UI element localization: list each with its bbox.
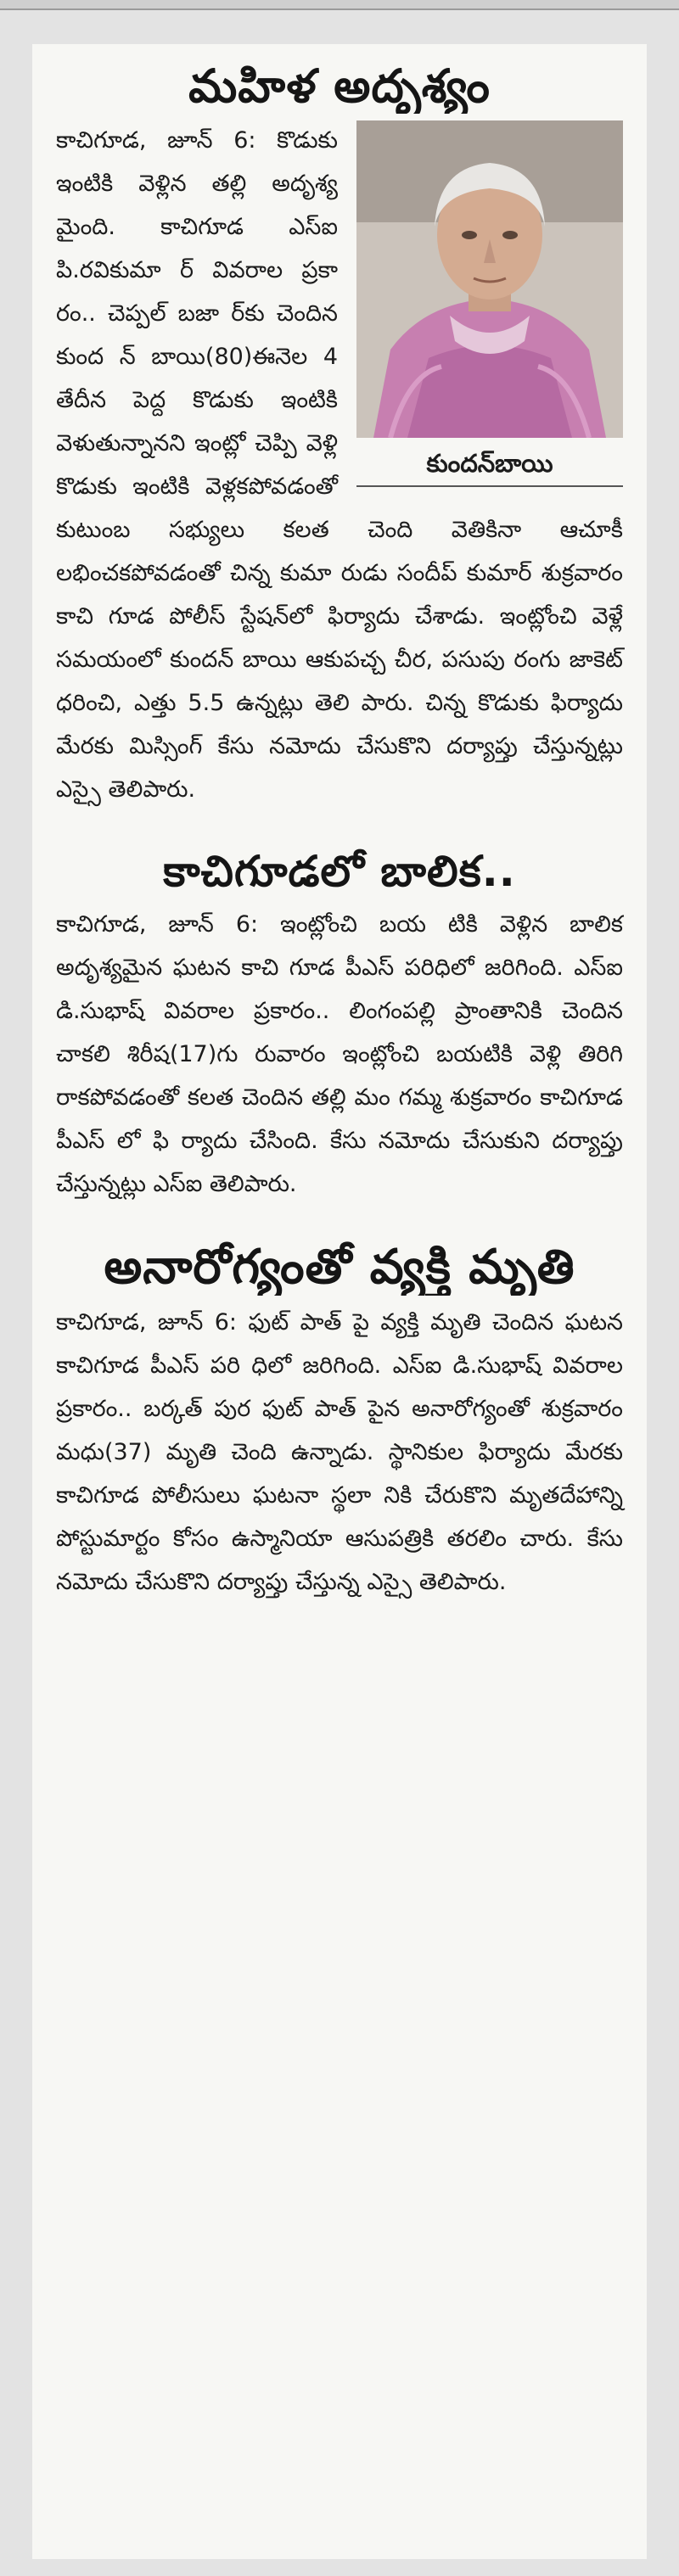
top-rule bbox=[0, 0, 679, 10]
headline-man-death: అనారోగ్యంతో వ్యక్తి మృతి bbox=[104, 1240, 575, 1295]
story-body-man-death: కాచిగూడ, జూన్ 6: ఫుట్ పాత్ పై వ్యక్తి మృతి చెందిన ఘటన కాచిగూడ పీఎస్ పరి ధిలో జరిగింది. ఎస్ఐ డి.సుభాష్ వివరాల ప్రకారం.. బర్కత్ పుర ఫుట్ పాత్ పైన అనారోగ్యంతో శుక్రవారం మధు(37) మృతి చెంది ఉన్నాడు. స్థానికుల ఫిర్యాదు మేరకు కాచిగూడ పోలీసులు ఘటనా స్థలా నికి చేరుకొని మృతదేహాన్ని పోస్టుమార్టం కోసం ఉస్మానియా ఆసుపత్రికి తరలిం చారు. కేసు నమోదు చేసుకొని దర్యాప్తు చేస్తున్న ఎస్సై తెలిపారు. bbox=[56, 1309, 623, 1595]
story-man-death bbox=[32, 1296, 647, 1604]
photo-caption: కుందన్‌బాయి bbox=[356, 438, 623, 487]
photo-block bbox=[356, 120, 623, 487]
story-body-girl-missing: కాచిగూడ, జూన్ 6: ఇంట్లోంచి బయ టికి వెళ్లిన బాలిక అదృశ్యమైన ఘటన కాచి గూడ పీఎస్ పరిధిలో జరిగింది. ఎస్ఐ డి.సుభాష్ వివరాల ప్రకారం.. లింగంపల్లి ప్రాంతానికి చెందిన చాకలి శిరీష(17)గు రువారం ఇంట్లోంచి బయటికి వెళ్లి తిరిగి రాకపోవడంతో కలత చెందిన తల్లి మం గమ్మ శుక్రవారం కాచిగూడ పీఎస్ లో ఫి ర్యాదు చేసింది. కేసు నమోదు చేసుకుని దర్యాప్తు చేస్తున్నట్లు ఎస్ఐ తెలిపారు. bbox=[56, 911, 623, 1197]
headline-woman-missing: మహిళ అదృశ్యం bbox=[188, 59, 491, 113]
story-girl-missing bbox=[32, 898, 647, 1206]
story-woman-missing bbox=[32, 114, 647, 811]
headline-girl-missing: కాచిగూడలో బాలిక.. bbox=[163, 847, 516, 896]
portrait-illustration bbox=[356, 120, 623, 438]
newspaper-clipping bbox=[32, 44, 647, 2559]
story-body-woman-missing: కాచిగూడ, జూన్ 6: కొడుకు ఇంటికి వెళ్లిన తల్లి అదృశ్య మైంది. కాచిగూడ ఎస్ఐ పి.రవికుమా ర్ వివరాల ప్రకా రం.. చెప్పల్ బజా ర్‌కు చెందిన కుంద న్ బాయి(80)ఈనెల 4 తేదీన పెద్ద కొడుకు ఇంటికి వెళుతున్నానని ఇంట్లో చెప్పి వెళ్లి కొడుకు ఇంటికి వెళ్లకపోవడంతో కుటుంబ సభ్యులు కలత చెంది వెతికినా ఆచూకీ లభించకపోవడంతో చిన్న కుమా రుడు సందీప్ కుమార్ శుక్రవారం కాచి గూడ పోలీస్ స్టేషన్‌లో ఫిర్యాదు చేశాడు. ఇంట్లోంచి వెళ్లే సమయంలో కుందన్ బాయి ఆకుపచ్చ చీర, పసుపు రంగు జాకెట్ ధరించి, ఎత్తు 5.5 ఉన్నట్లు తెలి పారు. చిన్న కొడుకు ఫిర్యాదు మేరకు మిస్సింగ్ కేసు నమోదు చేసుకొని దర్యాప్తు చేస్తున్నట్లు ఎస్సై తెలిపారు. bbox=[56, 127, 623, 803]
portrait-photo bbox=[356, 120, 623, 438]
